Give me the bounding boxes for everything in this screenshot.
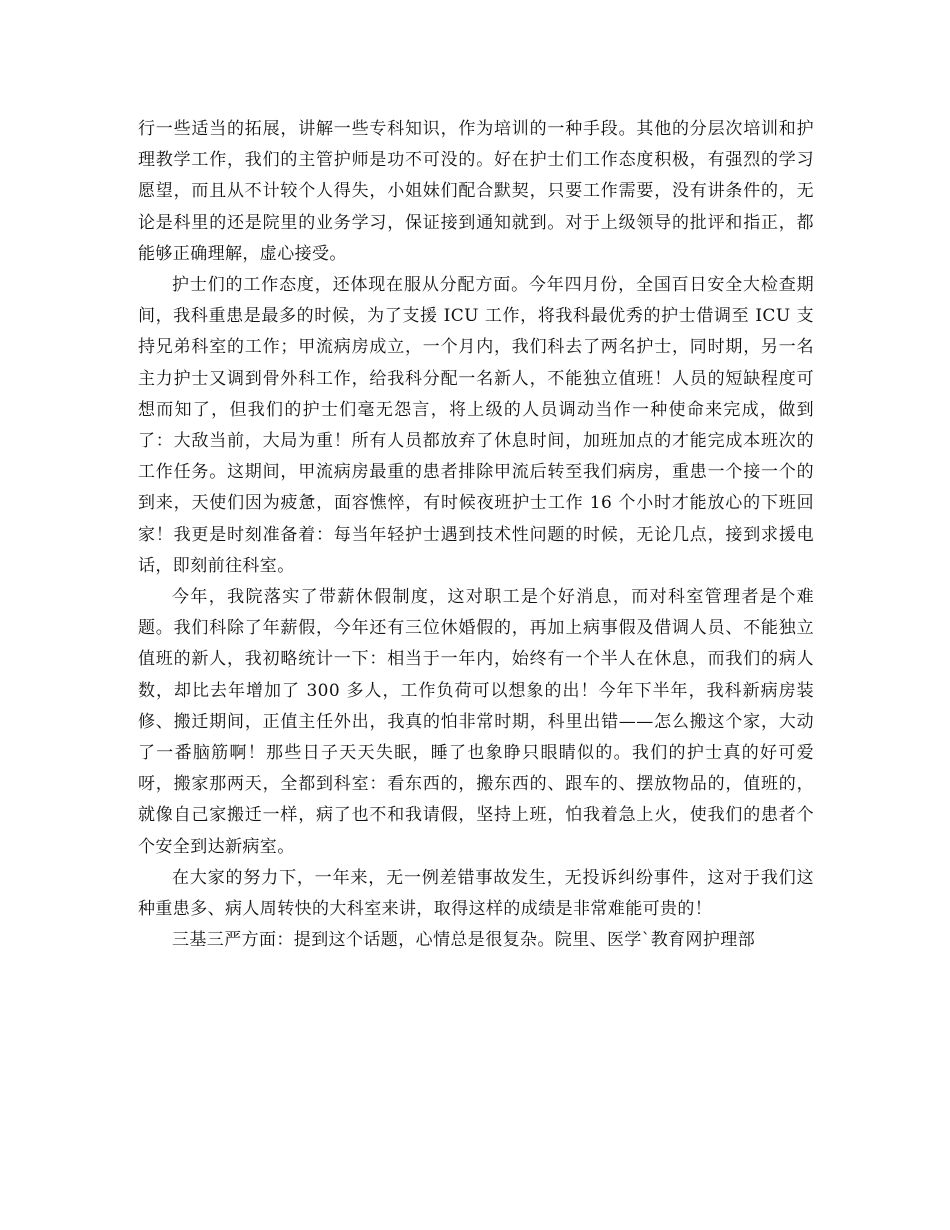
document-body <box>138 114 814 956</box>
paragraph-three-basics: 三基三严方面：提到这个话题，心情总是很复杂。院里、医学`教育网护理部 <box>172 930 756 951</box>
paragraph-work-attitude: 护士们的工作态度，还体现在服从分配方面。今年四月份，全国百日安全大检查期间，我科重患是最多的时候，为了支援 ICU 工作，将我科最优秀的护士借调至 ICU 支持兄弟科室的工作；甲流病房成立，一个月内，我们科去了两名护士，同时期，另一名主力护士又调到骨外科工作，给我科分配一名新人，不能独立值班！人员的短缺程度可想而知了，但我们的护士们毫无怨言，将上级的人员调动当作一种使命来完成，做到了：大敌当前，大局为重！所有人员都放弃了休息时间，加班加点的才能完成本班次的工作任务。这期间，甲流病房最重的患者排除甲流后转至我们病房，重患一个接一个的到来，天使们因为疲惫，面容憔悴，有时候夜班护士工作 16 个小时才能放心的下班回家！我更是时刻准备着：每当年轻护士遇到技术性问题的时候，无论几点，接到求援电话，即刻前往科室。 <box>138 275 814 576</box>
paragraph-training: 行一些适当的拓展，讲解一些专科知识，作为培训的一种手段。其他的分层次培训和护理教学工作，我们的主管护师是功不可没的。好在护士们工作态度积极，有强烈的学习愿望，而且从不计较个人得失，小姐妹们配合默契，只要工作需要，没有讲条件的，无论是科里的还是院里的业务学习，保证接到通知就到。对于上级领导的批评和指正，都能够正确理解，虚心接受。 <box>138 119 814 264</box>
paragraph-paid-leave: 今年，我院落实了带薪休假制度，这对职工是个好消息，而对科室管理者是个难题。我们科除了年薪假，今年还有三位休婚假的，再加上病事假及借调人员、不能独立值班的新人，我初略统计一下：相当于一年内，始终有一个半人在休息，而我们的病人数，却比去年增加了 300 多人，工作负荷可以想象的出！今年下半年，我科新病房装修、搬迁期间，正值主任外出，我真的怕非常时期，科里出错——怎么搬这个家，大动了一番脑筋啊！那些日子天天失眠，睡了也象睁只眼睛似的。我们的护士真的好可爱呀，搬家那两天，全都到科室：看东西的，搬东西的、跟车的、摆放物品的，值班的，就像自己家搬迁一样，病了也不和我请假，坚持上班，怕我着急上火，使我们的患者个个安全到达新病室。 <box>138 587 814 857</box>
paragraph-no-errors: 在大家的努力下，一年来，无一例差错事故发生，无投诉纠纷事件，这对于我们这种重患多、病人周转快的大科室来讲，取得这样的成绩是非常难能可贵的！ <box>138 867 814 920</box>
